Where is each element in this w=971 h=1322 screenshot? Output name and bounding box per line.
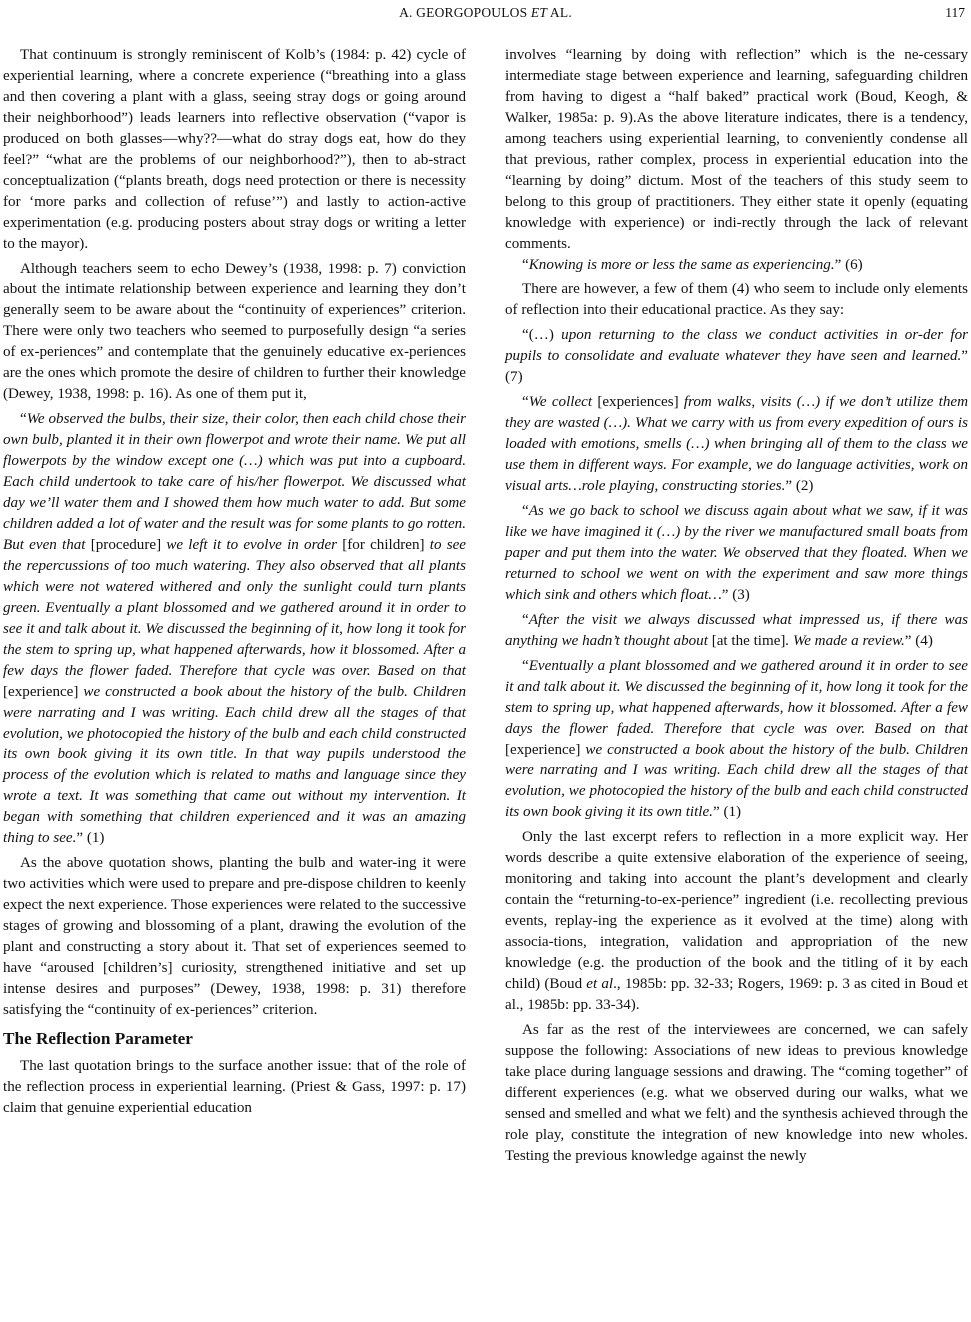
section-heading: The Reflection Parameter bbox=[3, 1028, 193, 1048]
quote-open: “ bbox=[522, 611, 529, 628]
quote-open: “ bbox=[522, 256, 529, 273]
quote-bracket: [experience] bbox=[3, 683, 79, 700]
quote-bracket: [at the time] bbox=[711, 632, 786, 649]
left-column bbox=[3, 45, 466, 1119]
running-head-al: AL. bbox=[549, 5, 572, 20]
quotation-visit bbox=[505, 610, 968, 652]
quotation-blossomed bbox=[505, 656, 968, 824]
running-head-et: ET bbox=[530, 5, 548, 20]
quote-open: “ bbox=[522, 657, 529, 674]
quotation-collect bbox=[505, 392, 968, 497]
paragraph-continuity: As the above quotation shows, planting the bulb and water-ing it were two activities which were used to prepare and pre-dispose children to keenly expect the next experience. Those experiences were related to the successive stages of growing and blossoming of a plant, drawing the evolution of the plant and constructing a story about it. That set of experiences seemed to have “aroused [children’s] curiosity, strengthened initiative and set up intense desires and purposes” (Dewey, 1938, 1998: p. 31) therefore satisfying the “continuity of ex-periences” criterion. bbox=[3, 855, 466, 1018]
quote-close: ” (6) bbox=[834, 256, 863, 273]
quote-text: As we go back to school we discuss again about what we saw, if it was like we have imagined it (…) by the river we manufactured small boats from paper and put them into the water. We observed that they floated. When we returned to school we went on with the experiment and saw more things which sink and others which float… bbox=[505, 503, 968, 603]
paragraph-dewey: Although teachers seem to echo Dewey’s (1938, 1998: p. 7) conviction about the intimate relationship between experience and learning they don’t generally seem to be aware about the “continuity of experiences” criterion. There were only two teachers who seemed to purposefully design “a series of ex-periences” and contemplate that the genuinely educative ex-periences are the ones which promote the desire of children to further their knowledge (Dewey, 1938, 1998: p. 16). As one of them put it, bbox=[3, 260, 466, 403]
quote-open: “(…) bbox=[522, 327, 562, 344]
quote-text: upon returning to the class we conduct activities in or-der for pupils to consolidate and evaluate whatever they have seen and learned. bbox=[505, 327, 969, 365]
quote-text: we constructed a book about the history of the bulb. Children were narrating and I was writing. Each child drew all the stages of that evolution, we photocopied the history of the bulb and each child constructed its own book giving it its own title. bbox=[505, 741, 968, 821]
quote-text: from walks, visits (…) if we don’t utilize them they are wasted (…). What we carry with us from every expedition of ours is loaded with emotions, smells (…) when bringing all of them to the class we use them in different ways. For example, we do language activities, work on visual arts…role playing, constructing stories. bbox=[505, 394, 968, 495]
quotation-returning bbox=[505, 325, 968, 388]
running-head bbox=[0, 5, 971, 25]
paragraph-text: ., 1985b: pp. 32-33; Rogers, 1969: p. 3 as cited in Boud et al., 1985b: pp. 33-34). bbox=[505, 975, 968, 1013]
quotation-boats bbox=[505, 501, 968, 606]
quotation-knowing bbox=[505, 255, 968, 276]
paragraph-interviewees: As far as the rest of the interviewees are concerned, we can safely suppose the following: Associations of new ideas to previous knowledge take place during language sessions and drawing. The “coming together” of different experiences (e.g. what we observed during our walks, what we sensed and smelled and what we felt) and the synthesis achieved through the role play, constitute the integration of new knowledge into new wholes. Testing the previous knowledge against the newly bbox=[505, 1021, 968, 1164]
quote-close: ” (4) bbox=[904, 632, 933, 649]
running-head-author: A. GEORGOPOULOS bbox=[399, 5, 528, 20]
paragraph-kolb: That continuum is strongly reminiscent of Kolb’s (1984: p. 42) cycle of experiential learning, where a concrete experience (“breathing into a glass and then covering a plant with a glass, seeing stray dogs or going around their neighborhood”) leads learners into reflective observation (“vapor is produced on both glasses—why??—what do stray dogs eat, how do they feel?” “what are the problems of our neighborhood?”), then to ab-stract conceptualization (“plants breath, dogs need protection or there is necessity for ‘more parks and collection of refuse’”) and lastly to action-active experimentation (e.g. producing posters about stray dogs or writing a letter to the mayor). bbox=[3, 47, 466, 252]
quote-text: Knowing is more or less the same as experiencing. bbox=[528, 256, 835, 273]
paragraph-text: Only the last excerpt refers to reflection in a more explicit way. Her words describe a quite extensive elaboration of the experience of seeing, monitoring and taking into account the plant’s development and clearly contain the “returning-to-ex-perience” ingredient (i.e. recollecting previous events, replay-ing the experience as it evolved at the time) along with associa-tions, integration, validation and appropriation of the new knowledge (e.g. the production of the book and the titling of it by each child) (Boud bbox=[505, 829, 968, 992]
quote-close: ” (1) bbox=[712, 804, 742, 821]
quote-close: ” (2) bbox=[785, 478, 814, 495]
quote-open: “ bbox=[20, 411, 27, 428]
quote-text: We observed the bulbs, their size, their color, then each child chose their own bulb, planted it in their own flowerpot and wrote their name. We put all flowerpots by the window except one (…) which was put into a cupboard. Each child undertook to take care of his/her flowerpot. We discussed what day we’ll water them and I showed them how much water to add. But some children added a lot of water and the result was for some plants to go rotten. But even that bbox=[3, 411, 466, 553]
right-column bbox=[505, 45, 968, 1167]
quote-open: “ bbox=[522, 394, 529, 411]
paragraph-few-teachers: There are however, a few of them (4) who seem to include only elements of reflection into their educational practice. As they say: bbox=[505, 281, 968, 319]
quote-text: Eventually a plant blossomed and we gathered around it in order to see it and talk about it. We discussed the beginning of it, how long it took for the stem to spring up, what happened afterwards, how it blossomed. After a few days the flower faded. Therefore that cycle was over. Based on that bbox=[505, 657, 968, 737]
paragraph-reflection: The last quotation brings to the surface another issue: that of the role of the reflection process in experiential learning. (Priest & Gass, 1997: p. 17) claim that genuine experiential education bbox=[3, 1057, 466, 1116]
quote-text: to see the repercussions of too much watering. They also observed that all plants which were not watered withered and only the sunlight could turn plants green. Eventually a plant blossomed and we gathered around it in order to see it and talk about it. We discussed the beginning of it, how long it took for the stem to spring up, what happened afterwards, how it blossomed. After a few days the flower faded. Therefore that cycle was over. Based on that bbox=[3, 536, 467, 679]
page-number: 117 bbox=[945, 5, 965, 20]
quote-open: “ bbox=[522, 503, 529, 520]
paragraph-explicit-reflection bbox=[505, 827, 968, 1016]
quote-bracket: [for children] bbox=[342, 536, 425, 553]
quote-text: we left it to evolve in order bbox=[161, 536, 343, 553]
quote-text: After the visit we always discussed what impressed us, if there was anything we hadn’t thought about bbox=[505, 611, 968, 649]
quote-text: we constructed a book about the history of the bulb. Children were narrating and I was writing. Each child drew all the stages of that evolution, we photocopied the history of the bulb and each child constructed its own book giving it its own title. In that way pupils understood the process of the evolution which is related to maths and language since they wrote a text. It was something that came out without my intervention. It began with something that children experienced and it was an amazing thing to see. bbox=[3, 683, 466, 847]
quote-bracket: [experience] bbox=[505, 741, 581, 758]
quote-text: We collect bbox=[528, 394, 598, 411]
quote-bracket: [experiences] bbox=[597, 394, 679, 411]
quote-close: ” (7) bbox=[505, 348, 968, 386]
citation-et-al: et al bbox=[586, 975, 614, 992]
quote-text: . We made a review. bbox=[785, 632, 905, 649]
paragraph-learning-by-doing: involves “learning by doing with reflection” which is the ne-cessary intermediate stage between experience and learning, safeguarding children from having to digest a “half baked” practical work (Boud, Keogh, & Walker, 1985a: p. 9).As the above literature indicates, there is a tendency, among teachers using experiential learning, to conveniently condense all that previous, rather complex, process in experiential education into the “learning by doing” dictum. Most of the teachers of this study seem to belong to this group of practitioners. They either state it openly (equating knowledge with experience) or indi-rectly through the lack of relevant comments. bbox=[505, 47, 968, 252]
quote-close: ” (3) bbox=[721, 586, 750, 603]
quote-bracket: [procedure] bbox=[90, 536, 162, 553]
quote-close: ” (1) bbox=[76, 830, 105, 847]
quotation-bulbs bbox=[3, 409, 466, 849]
